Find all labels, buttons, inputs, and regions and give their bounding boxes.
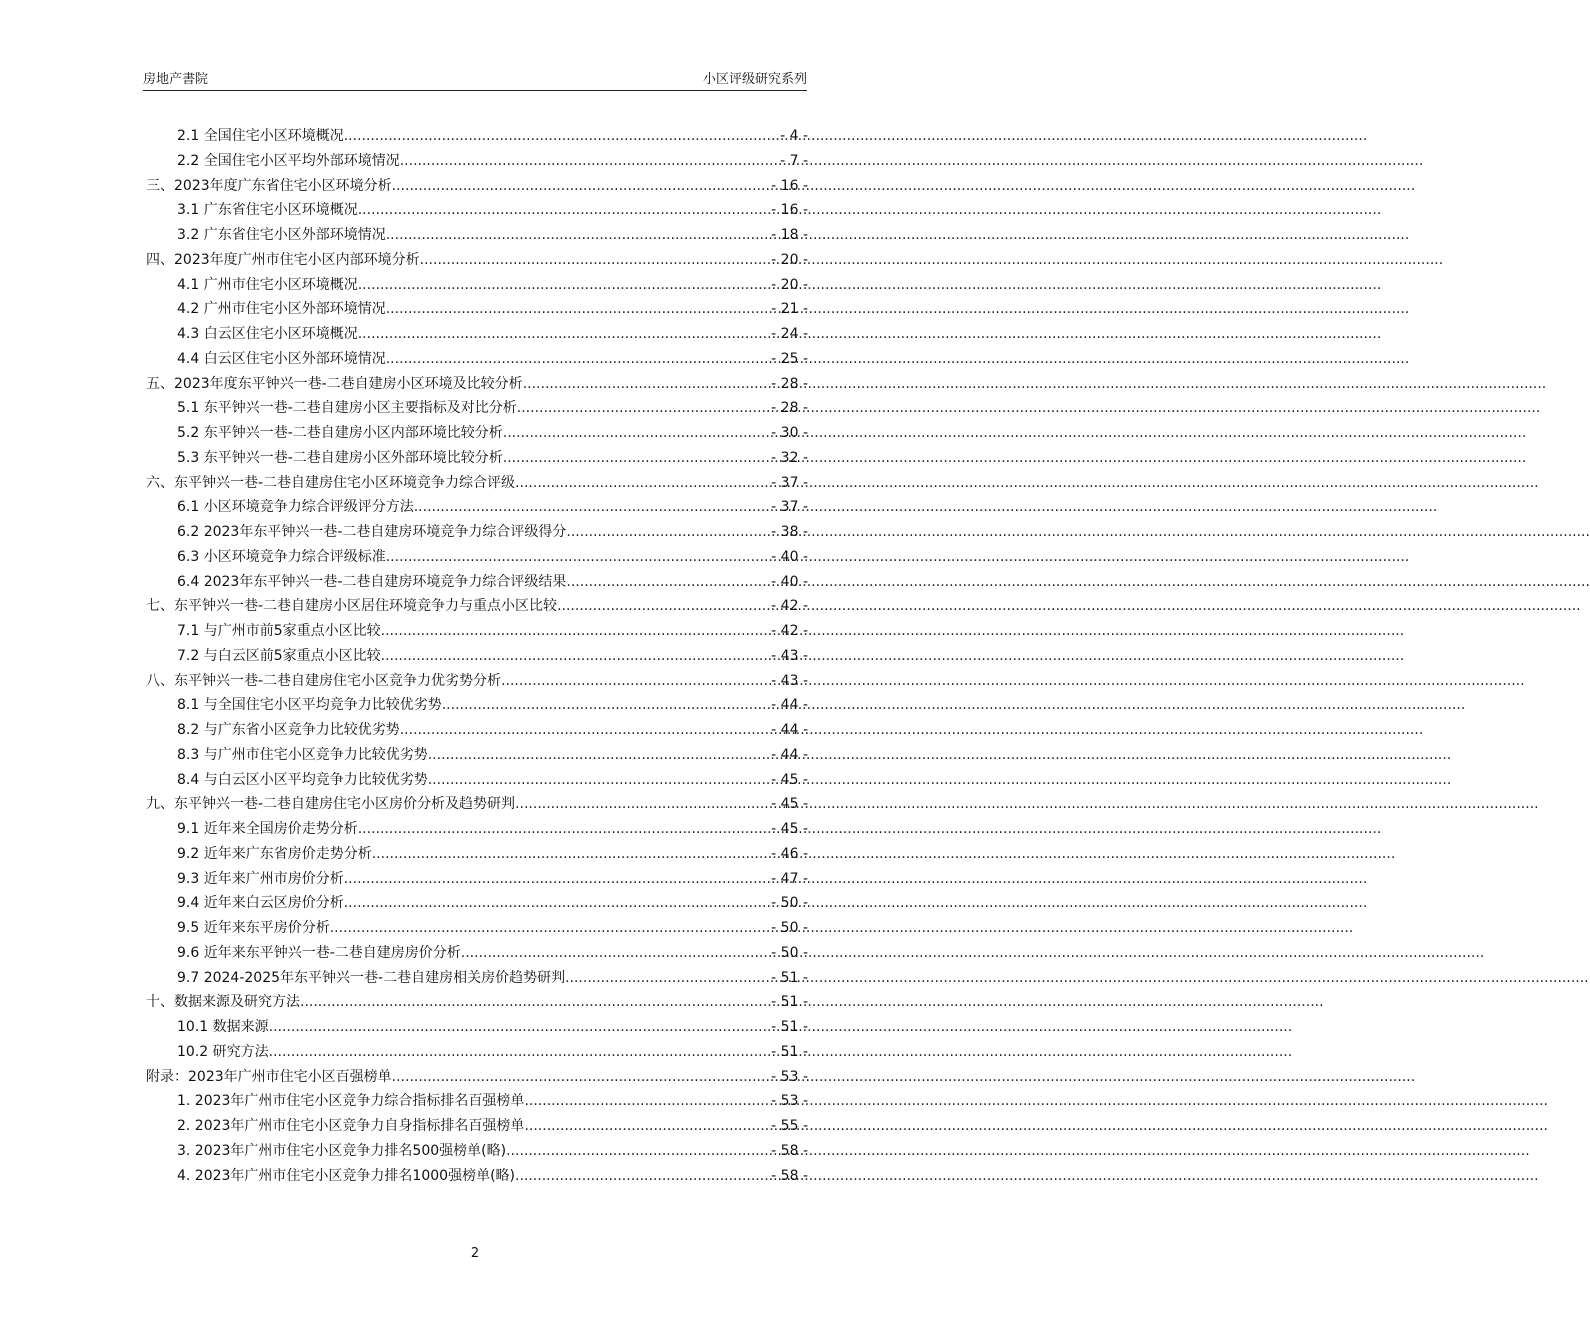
toc-entry-page: - 24 - xyxy=(771,326,808,342)
toc-dot-leader xyxy=(524,1114,771,1139)
toc-dot-leader xyxy=(517,396,771,421)
toc-entry-label: 8.1 与全国住宅小区平均竞争力比较优劣势 xyxy=(177,697,442,714)
toc-dot-leader xyxy=(515,1164,771,1189)
toc-entry-page: - 58 - xyxy=(771,1167,808,1184)
toc-chapter-entry[interactable] xyxy=(146,1065,808,1090)
toc-chapter-entry[interactable] xyxy=(146,990,808,1015)
toc-entry-label: 7.2 与白云区前5家重点小区比较 xyxy=(177,647,381,664)
toc-entry-label: 三、2023年度广东省住宅小区环境分析 xyxy=(146,177,392,194)
toc-entry-label: 4.2 广州市住宅小区外部环境情况 xyxy=(177,301,386,318)
toc-section-entry[interactable] xyxy=(146,421,808,446)
toc-entry-label: 八、东平钟兴一巷-二巷自建房住宅小区竞争力优劣势分析 xyxy=(146,672,502,689)
toc-section-entry[interactable] xyxy=(146,347,808,372)
toc-entry-label: 6.1 小区环境竞争力综合评级评分方法 xyxy=(177,499,414,516)
toc-entry-page: - 46 - xyxy=(771,845,808,862)
toc-entry-page: - 45 - xyxy=(771,796,808,813)
toc-section-entry[interactable] xyxy=(146,718,808,743)
toc-section-entry[interactable] xyxy=(146,1040,808,1065)
toc-entry-label: 4.1 广州市住宅小区环境概况 xyxy=(177,276,358,293)
toc-dot-leader xyxy=(515,792,771,817)
toc-dot-leader xyxy=(414,495,771,520)
toc-section-entry[interactable] xyxy=(146,520,808,545)
toc-entry-page: - 32 - xyxy=(771,449,808,466)
toc-dot-leader xyxy=(565,966,771,991)
toc-entry-page: - 47 - xyxy=(771,870,808,887)
toc-dot-leader xyxy=(381,619,772,644)
toc-dot-leader xyxy=(269,1040,772,1065)
toc-section-entry[interactable] xyxy=(146,768,808,793)
toc-section-entry[interactable] xyxy=(146,446,808,471)
toc-dot-leader xyxy=(515,471,771,496)
toc-dot-leader xyxy=(386,223,771,248)
toc-entry-label: 9.7 2024-2025年东平钟兴一巷-二巷自建房相关房价趋势研判 xyxy=(177,969,566,986)
toc-entry-label: 7.1 与广州市前5家重点小区比较 xyxy=(177,623,381,639)
toc-entry-label: 6.2 2023年东平钟兴一巷-二巷自建房环境竞争力综合评级得分 xyxy=(177,524,567,540)
toc-section-entry[interactable] xyxy=(146,966,808,991)
toc-chapter-entry[interactable] xyxy=(146,372,808,397)
toc-entry-label: 8.3 与广州市住宅小区竞争力比较优劣势 xyxy=(177,746,428,763)
toc-entry-page: - 43 - xyxy=(771,672,808,689)
toc-chapter-entry[interactable] xyxy=(146,792,808,817)
toc-dot-leader xyxy=(506,1139,771,1164)
toc-entry-label: 9.4 近年来白云区房价分析 xyxy=(177,895,344,912)
toc-section-entry[interactable] xyxy=(146,842,808,867)
toc-entry-page: - 28 - xyxy=(771,400,808,417)
table-of-contents xyxy=(146,124,808,1188)
toc-entry-page: - 18 - xyxy=(771,227,808,243)
toc-section-entry[interactable] xyxy=(146,1015,808,1040)
toc-entry-page: - 16 - xyxy=(771,202,808,219)
toc-entry-label: 9.1 近年来全国房价走势分析 xyxy=(177,821,358,837)
toc-dot-leader xyxy=(566,570,771,595)
toc-chapter-entry[interactable] xyxy=(146,669,808,694)
toc-entry-page: - 21 - xyxy=(771,301,808,318)
toc-entry-label: 5.1 东平钟兴一巷-二巷自建房小区主要指标及对比分析 xyxy=(177,400,517,417)
toc-dot-leader xyxy=(372,842,771,867)
toc-dot-leader xyxy=(386,545,771,570)
toc-section-entry[interactable] xyxy=(146,495,808,520)
header-publisher: 房地产書院 xyxy=(143,72,209,87)
toc-entry-label: 9.2 近年来广东省房价走势分析 xyxy=(177,845,372,862)
toc-entry-label: 十、数据来源及研究方法 xyxy=(146,994,300,1011)
toc-entry-page: - 53 - xyxy=(771,1068,808,1085)
toc-entry-page: - 42 - xyxy=(771,623,808,639)
toc-dot-leader xyxy=(358,817,771,842)
toc-dot-leader xyxy=(344,867,771,892)
toc-entry-page: - 40 - xyxy=(771,573,808,590)
toc-section-entry[interactable] xyxy=(146,322,808,347)
toc-chapter-entry[interactable] xyxy=(146,594,808,619)
toc-entry-label: 6.4 2023年东平钟兴一巷-二巷自建房环境竞争力综合评级结果 xyxy=(177,573,567,590)
toc-entry-page: - 20 - xyxy=(771,276,808,293)
toc-dot-leader xyxy=(503,446,771,471)
toc-entry-page: - 28 - xyxy=(771,375,808,392)
toc-dot-leader xyxy=(523,372,771,397)
toc-section-entry[interactable] xyxy=(146,1089,808,1114)
toc-dot-leader xyxy=(428,768,771,793)
toc-section-entry[interactable] xyxy=(146,273,808,298)
toc-entry-label: 3.2 广东省住宅小区外部环境情况 xyxy=(177,227,386,243)
toc-entry-label: 五、2023年度东平钟兴一巷-二巷自建房小区环境及比较分析 xyxy=(146,375,523,392)
toc-entry-label: 3. 2023年广州市住宅小区竞争力排名500强榜单(略) xyxy=(177,1142,507,1159)
toc-entry-page: - 51 - xyxy=(771,1043,808,1060)
toc-entry-page: - 25 - xyxy=(771,350,808,367)
toc-dot-leader xyxy=(392,1065,772,1090)
toc-section-entry[interactable] xyxy=(146,198,808,223)
toc-section-entry[interactable] xyxy=(146,743,808,768)
toc-entry-label: 3.1 广东省住宅小区环境概况 xyxy=(177,202,358,219)
toc-entry-page: - 30 - xyxy=(771,425,808,441)
toc-entry-label: 8.2 与广东省小区竞争力比较优劣势 xyxy=(177,722,400,738)
toc-dot-leader xyxy=(269,1015,772,1040)
toc-dot-leader xyxy=(386,297,771,322)
page-number: 2 xyxy=(470,1246,480,1261)
toc-entry-page: - 50 - xyxy=(771,944,808,961)
page-header xyxy=(143,66,807,91)
header-series-title: 小区评级研究系列 xyxy=(702,72,807,87)
toc-dot-leader xyxy=(400,718,771,743)
toc-section-entry[interactable] xyxy=(146,223,808,248)
toc-section-entry[interactable] xyxy=(146,619,808,644)
toc-section-entry[interactable] xyxy=(146,545,808,570)
toc-dot-leader xyxy=(344,124,780,149)
toc-entry-page: - 50 - xyxy=(771,895,808,912)
toc-section-entry[interactable] xyxy=(146,124,808,149)
toc-dot-leader xyxy=(461,941,771,966)
toc-section-entry[interactable] xyxy=(146,644,808,669)
toc-section-entry[interactable] xyxy=(146,149,808,174)
toc-entry-page: - 20 - xyxy=(771,251,808,268)
toc-entry-label: 七、东平钟兴一巷-二巷自建房小区居住环境竞争力与重点小区比较 xyxy=(146,598,558,615)
toc-chapter-entry[interactable] xyxy=(146,174,808,199)
toc-entry-page: - 53 - xyxy=(771,1093,808,1110)
toc-entry-page: - 50 - xyxy=(771,920,808,936)
toc-dot-leader xyxy=(420,248,772,273)
toc-entry-page: - 51 - xyxy=(771,1019,808,1035)
toc-entry-page: - 45 - xyxy=(771,821,808,837)
toc-entry-label: 8.4 与白云区小区平均竞争力比较优劣势 xyxy=(177,771,428,788)
toc-dot-leader xyxy=(392,174,772,199)
toc-entry-page: - 37 - xyxy=(771,499,808,516)
toc-entry-page: - 51 - xyxy=(771,994,808,1011)
toc-entry-page: - 42 - xyxy=(771,598,808,615)
toc-entry-label: 六、东平钟兴一巷-二巷自建房住宅小区环境竞争力综合评级 xyxy=(146,474,516,491)
toc-entry-page: - 38 - xyxy=(771,524,808,540)
toc-dot-leader xyxy=(557,594,771,619)
toc-entry-page: - 4 - xyxy=(780,128,808,144)
toc-section-entry[interactable] xyxy=(146,941,808,966)
toc-entry-page: - 58 - xyxy=(771,1142,808,1159)
toc-entry-page: - 44 - xyxy=(771,722,808,738)
toc-entry-label: 九、东平钟兴一巷-二巷自建房住宅小区房价分析及趋势研判 xyxy=(146,796,516,813)
toc-dot-leader xyxy=(524,1089,771,1114)
toc-section-entry[interactable] xyxy=(146,1114,808,1139)
toc-entry-label: 5.3 东平钟兴一巷-二巷自建房小区外部环境比较分析 xyxy=(177,449,503,466)
toc-dot-leader xyxy=(358,273,771,298)
toc-entry-page: - 7 - xyxy=(780,152,808,169)
toc-entry-label: 5.2 东平钟兴一巷-二巷自建房小区内部环境比较分析 xyxy=(177,425,503,441)
toc-dot-leader xyxy=(566,520,771,545)
toc-entry-page: - 16 - xyxy=(771,177,808,194)
toc-entry-page: - 37 - xyxy=(771,474,808,491)
toc-dot-leader xyxy=(501,669,771,694)
toc-entry-label: 10.1 数据来源 xyxy=(177,1019,269,1035)
toc-entry-page: - 45 - xyxy=(771,771,808,788)
toc-entry-label: 4.4 白云区住宅小区外部环境情况 xyxy=(177,350,386,367)
toc-dot-leader xyxy=(358,322,771,347)
toc-entry-page: - 51 - xyxy=(771,969,808,986)
toc-section-entry[interactable] xyxy=(146,396,808,421)
toc-entry-label: 6.3 小区环境竞争力综合评级标准 xyxy=(177,548,386,565)
toc-section-entry[interactable] xyxy=(146,867,808,892)
toc-entry-page: - 44 - xyxy=(771,746,808,763)
toc-entry-label: 4. 2023年广州市住宅小区竞争力排名1000强榜单(略) xyxy=(177,1167,515,1184)
toc-dot-leader xyxy=(381,644,772,669)
toc-section-entry[interactable] xyxy=(146,1139,808,1164)
toc-entry-page: - 44 - xyxy=(771,697,808,714)
toc-section-entry[interactable] xyxy=(146,817,808,842)
toc-section-entry[interactable] xyxy=(146,570,808,595)
toc-dot-leader xyxy=(358,198,771,223)
toc-dot-leader xyxy=(386,347,771,372)
toc-entry-label: 1. 2023年广州市住宅小区竞争力综合指标排名百强榜单 xyxy=(177,1093,525,1110)
toc-entry-label: 2. 2023年广州市住宅小区竞争力自身指标排名百强榜单 xyxy=(177,1118,525,1134)
toc-chapter-entry[interactable] xyxy=(146,471,808,496)
toc-entry-label: 9.3 近年来广州市房价分析 xyxy=(177,870,344,887)
toc-entry-label: 四、2023年度广州市住宅小区内部环境分析 xyxy=(146,251,420,268)
toc-entry-page: - 40 - xyxy=(771,548,808,565)
toc-section-entry[interactable] xyxy=(146,693,808,718)
toc-dot-leader xyxy=(300,990,771,1015)
toc-entry-page: - 55 - xyxy=(771,1118,808,1134)
toc-entry-label: 2.2 全国住宅小区平均外部环境情况 xyxy=(177,152,400,169)
toc-dot-leader xyxy=(330,916,771,941)
toc-chapter-entry[interactable] xyxy=(146,248,808,273)
toc-dot-leader xyxy=(428,743,771,768)
toc-entry-label: 9.6 近年来东平钟兴一巷-二巷自建房房价分析 xyxy=(177,944,461,961)
toc-dot-leader xyxy=(344,891,771,916)
toc-entry-label: 10.2 研究方法 xyxy=(177,1043,269,1060)
toc-section-entry[interactable] xyxy=(146,916,808,941)
toc-entry-label: 附录：2023年广州市住宅小区百强榜单 xyxy=(146,1068,392,1085)
toc-entry-label: 9.5 近年来东平房价分析 xyxy=(177,920,330,936)
toc-entry-page: - 43 - xyxy=(771,647,808,664)
toc-section-entry[interactable] xyxy=(146,891,808,916)
toc-dot-leader xyxy=(442,693,771,718)
toc-dot-leader xyxy=(400,149,780,174)
toc-entry-label: 4.3 白云区住宅小区环境概况 xyxy=(177,326,358,342)
toc-section-entry[interactable] xyxy=(146,1164,808,1189)
toc-section-entry[interactable] xyxy=(146,297,808,322)
toc-entry-label: 2.1 全国住宅小区环境概况 xyxy=(177,128,344,144)
toc-dot-leader xyxy=(503,421,771,446)
